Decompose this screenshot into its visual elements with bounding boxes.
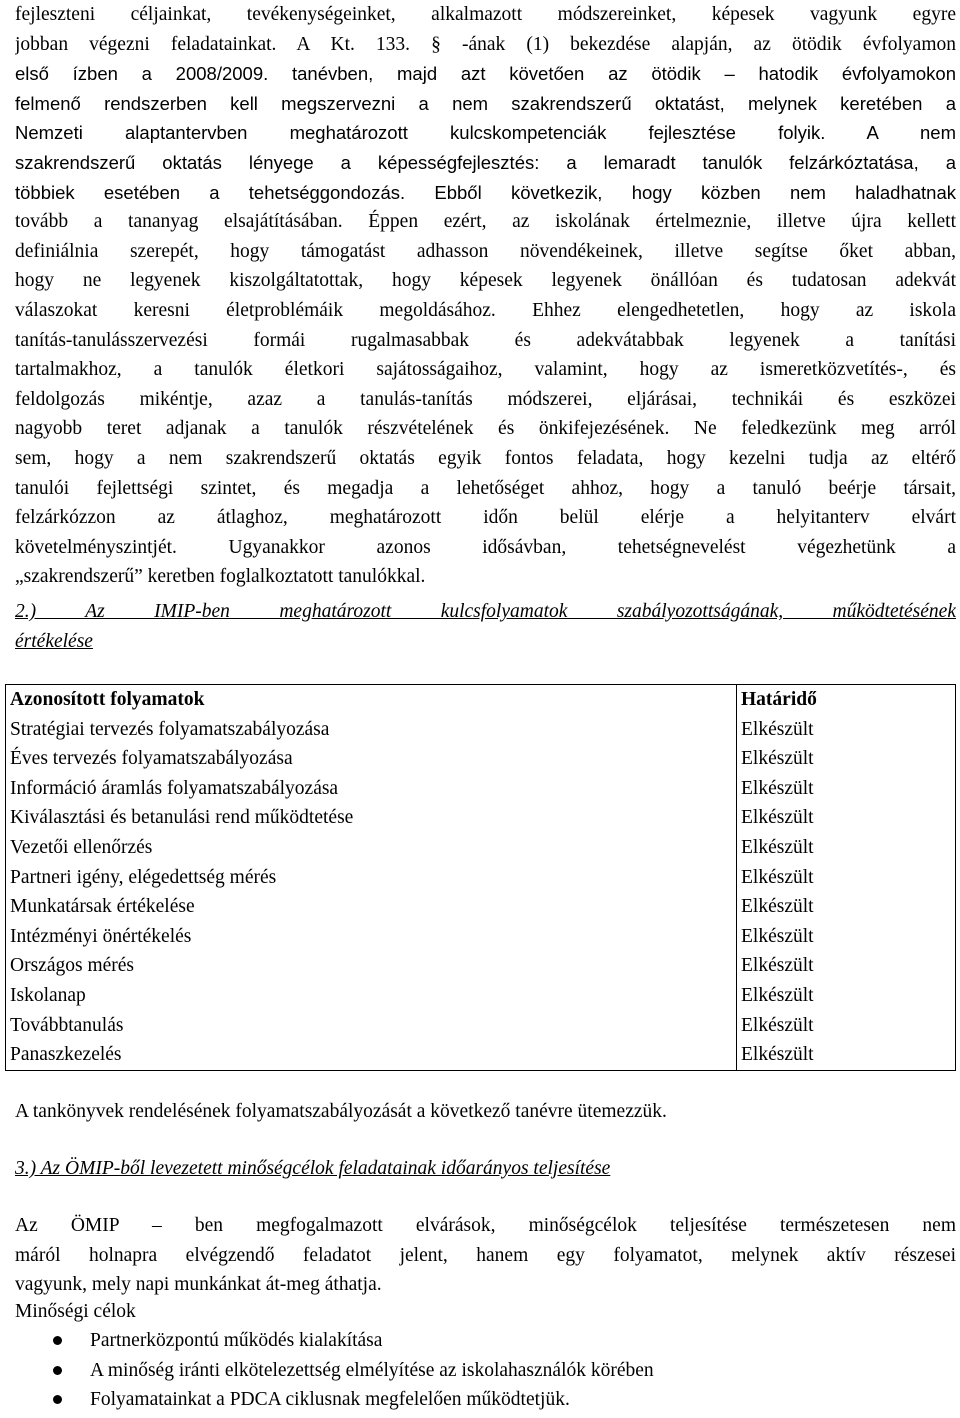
intro-line: tovább a tananyag elsajátításában. Éppen ezért, az iskolának értelmeznie, illetve újra kellett (15, 211, 956, 233)
intro-line: felzárkózzon az átlaghoz, meghatározott időn belül elérje a helyitanterv elvárt (15, 507, 956, 529)
table-row (6, 1011, 956, 1041)
deadline-cell: Elkészült (737, 951, 956, 981)
intro-line: szakrendszerű oktatás lényege a képességfejlesztés: a lemaradt tanulók felzárkóztatása, a (15, 151, 956, 173)
section-3-line: máról holnapra elvégzendő feladatot jelent, hanem egy folyamatot, melynek aktív részesei (15, 1244, 956, 1266)
process-cell: Információ áramlás folyamatszabályozása (6, 774, 737, 804)
intro-line: definiálnia szerepét, hogy támogatást adhasson növendékeinek, illetve segítse őket abban, (15, 240, 956, 262)
intro-line: válaszokat keresni életproblémáik megoldásához. Ehhez elengedhetetlen, hogy az iskola (15, 299, 956, 321)
process-cell: Éves tervezés folyamatszabályozása (6, 744, 737, 774)
list-item (15, 1356, 654, 1386)
section-3-line: vagyunk, mely napi munkánkat át-meg áthatja. (15, 1274, 382, 1296)
bullet-icon (53, 1395, 62, 1404)
goal-text: Folyamatainkat a PDCA ciklusnak megfelelően működtetjük. (90, 1389, 570, 1411)
deadline-cell: Elkészült (737, 892, 956, 922)
table-row (6, 803, 956, 833)
intro-line: első ízben a 2008/2009. tanévben, majd azt követően az ötödik – hatodik évfolyamokon (15, 63, 956, 85)
intro-line: nagyobb teret adjanak a tanulók részvételének és önkifejezésének. Ne feledkezünk meg arról (15, 418, 956, 440)
deadline-cell: Elkészült (737, 803, 956, 833)
process-cell: Stratégiai tervezés folyamatszabályozása (6, 715, 737, 745)
bullet-icon (53, 1336, 62, 1345)
goal-text: Partnerközpontú működés kialakítása (90, 1330, 383, 1351)
section-3-line: Az ÖMIP – ben megfogalmazott elvárások, minőségcélok teljesítése természetesen nem (15, 1215, 956, 1236)
section-2-heading (15, 597, 956, 656)
table-header-row (6, 685, 956, 715)
intro-line: „szakrendszerű” keretben foglalkoztatott tanulókkal. (15, 566, 426, 588)
intro-line: hogy ne legyenek kiszolgáltatottak, hogy képesek legyenek önállóan és tudatosan adekvát (15, 270, 956, 292)
deadline-cell: Elkészült (737, 863, 956, 893)
intro-line: feldolgozás mikéntje, azaz a tanulás-tanítás módszerei, eljárásai, technikái és eszközei (15, 388, 956, 410)
intro-line: tanítás-tanulásszervezési formái rugalmasabbak és adekvátabbak legyenek a tanítási (15, 329, 956, 351)
intro-line: felmenő rendszerben kell megszervezni a nem szakrendszerű oktatást, melynek keretében a (15, 92, 956, 114)
process-table (5, 684, 956, 1071)
table-row (6, 833, 956, 863)
deadline-cell: Elkészült (737, 833, 956, 863)
process-cell: Iskolanap (6, 981, 737, 1011)
intro-line: többiek esetében a tehetséggondozás. Ebből következik, hogy közben nem haladhatnak (15, 181, 956, 203)
process-cell: Panaszkezelés (6, 1040, 737, 1070)
deadline-cell: Elkészült (737, 774, 956, 804)
process-cell: Munkatársak értékelése (6, 892, 737, 922)
deadline-cell: Elkészült (737, 715, 956, 745)
intro-line: fejleszteni céljainkat, tevékenységeinket, alkalmazott módszereinket, képesek vagyunk egyre (15, 4, 956, 25)
header-deadline: Határidő (737, 685, 956, 715)
table-row (6, 744, 956, 774)
table-row (6, 774, 956, 804)
process-cell: Partneri igény, elégedettség mérés (6, 863, 737, 893)
table-row (6, 863, 956, 893)
goal-text: A minőség iránti elkötelezettség elmélyítése az iskolahasználók körében (90, 1359, 654, 1381)
list-item (15, 1326, 654, 1356)
process-cell: Országos mérés (6, 951, 737, 981)
process-cell: Vezetői ellenőrzés (6, 833, 737, 863)
goals-list (15, 1326, 654, 1415)
list-item (15, 1385, 654, 1415)
intro-line: tartalmakhoz, a tanulók életkori sajátosságaihoz, valamint, hogy az ismeretközvetítés-, és (15, 359, 956, 381)
section-3-paragraph (15, 1211, 956, 1300)
table-row (6, 892, 956, 922)
process-cell: Intézményi önértékelés (6, 922, 737, 952)
deadline-cell: Elkészült (737, 744, 956, 774)
deadline-cell: Elkészült (737, 922, 956, 952)
deadline-cell: Elkészült (737, 1040, 956, 1070)
table-row (6, 715, 956, 745)
deadline-cell: Elkészült (737, 981, 956, 1011)
table-row (6, 1040, 956, 1070)
textbook-note: A tankönyvek rendelésének folyamatszabályozását a következő tanévre ütemezzük. (15, 1101, 667, 1122)
intro-line: követelményszintjét. Ugyanakkor azonos idősávban, tehetségnevelést végezhetünk a (15, 536, 956, 558)
deadline-cell: Elkészült (737, 1011, 956, 1041)
intro-line: tanulói fejlettségi szintet, és megadja a lehetőséget ahhoz, hogy a tanuló beérje társait, (15, 477, 956, 499)
goals-label: Minőségi célok (15, 1301, 136, 1322)
process-cell: Továbbtanulás (6, 1011, 737, 1041)
intro-line: Nemzeti alaptantervben meghatározott kulcskompetenciák fejlesztése folyik. A nem (15, 122, 956, 144)
section-2-heading-line: 2.) Az IMIP-ben meghatározott kulcsfolyamatok szabályozottságának, működtetésének (15, 601, 956, 622)
table-row (6, 981, 956, 1011)
process-cell: Kiválasztási és betanulási rend működtetése (6, 803, 737, 833)
section-3-heading: 3.) Az ÖMIP-ből levezetett minőségcélok feladatainak időarányos teljesítése (15, 1158, 611, 1179)
intro-line: sem, hogy a nem szakrendszerű oktatás egyik fontos feladata, hogy kezelni tudja az eltérő (15, 447, 956, 469)
intro-line: jobban végezni feladatainkat. A Kt. 133. § -ának (1) bekezdése alapján, az ötödik évfolyamon (15, 33, 956, 55)
intro-paragraph (15, 0, 956, 592)
table-row (6, 922, 956, 952)
bullet-icon (53, 1366, 62, 1375)
header-process: Azonosított folyamatok (6, 685, 737, 715)
table-row (6, 951, 956, 981)
section-2-heading-line: értékelése (15, 630, 93, 652)
